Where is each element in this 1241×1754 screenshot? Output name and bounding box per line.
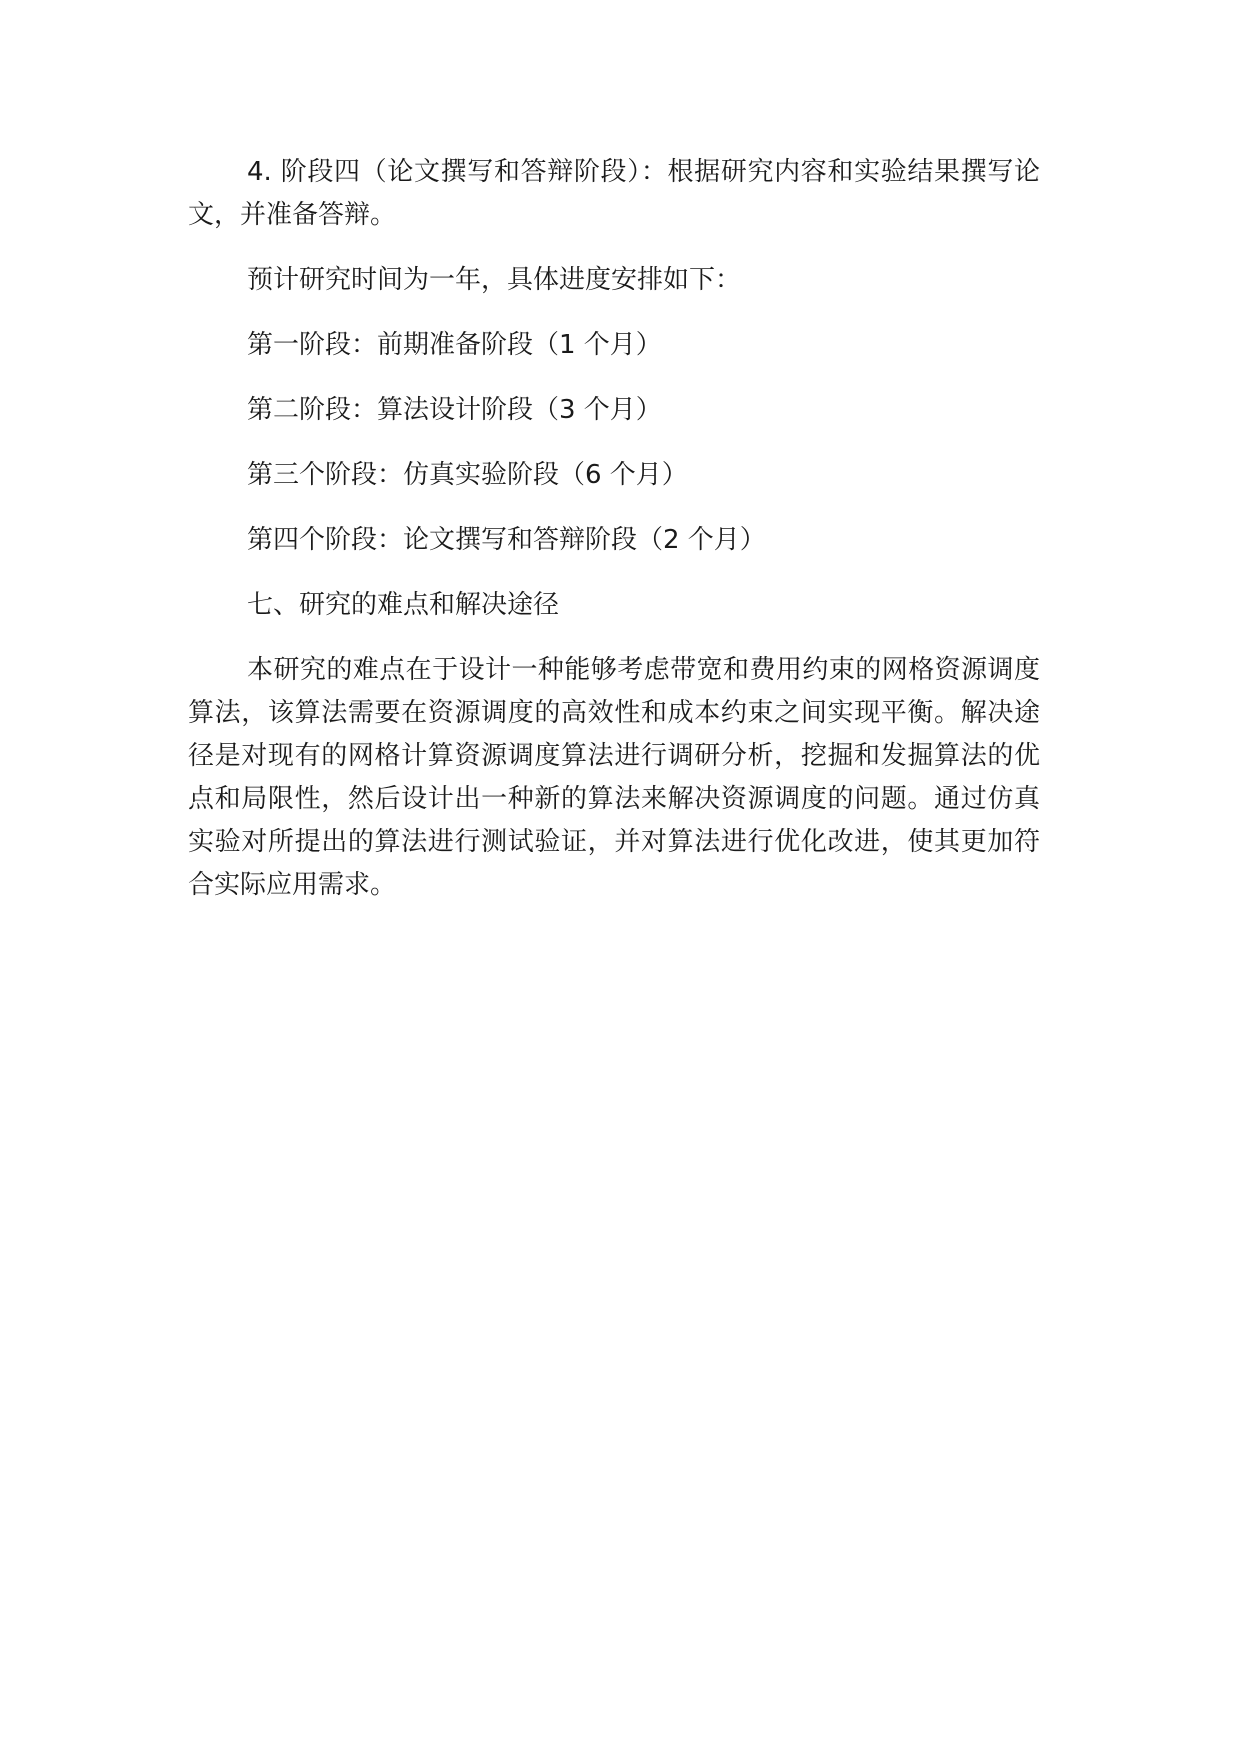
paragraph-schedule-intro: 预计研究时间为一年，具体进度安排如下： <box>247 265 742 295</box>
paragraph-phase-four: 第四个阶段：论文撰写和答辩阶段（2 个月） <box>247 525 766 555</box>
paragraph-phase-two: 第二阶段：算法设计阶段（3 个月） <box>247 395 662 425</box>
paragraph-stage-four: 4. 阶段四（论文撰写和答辩阶段）：根据研究内容和实验结果撰写论文，并准备答辩。 <box>188 157 1040 230</box>
section-heading-difficulties: 七、研究的难点和解决途径 <box>247 590 560 620</box>
paragraph-phase-three: 第三个阶段：仿真实验阶段（6 个月） <box>247 460 688 490</box>
paragraph-difficulties-solution: 本研究的难点在于设计一种能够考虑带宽和费用约束的网格资源调度算法，该算法需要在资源调度的高效性和成本约束之间实现平衡。解决途径是对现有的网格计算资源调度算法进行调研分析，挖掘和发掘算法的优点和局限性，然后设计出一种新的算法来解决资源调度的问题。通过仿真实验对所提出的算法进行测试验证，并对算法进行优化改进，使其更加符合实际应用需求。 <box>188 655 1040 900</box>
paragraph-phase-one: 第一阶段：前期准备阶段（1 个月） <box>247 330 662 360</box>
document-body <box>188 151 1040 907</box>
